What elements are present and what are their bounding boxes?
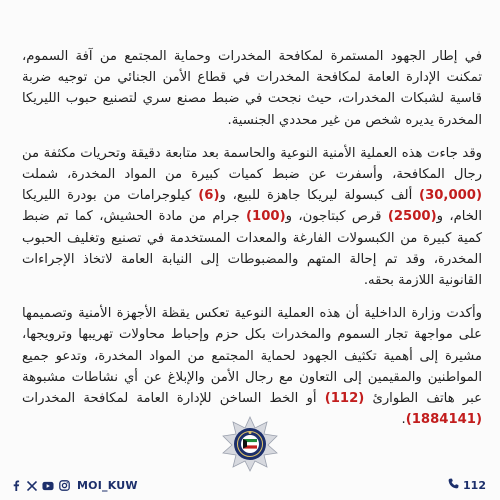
highlight-number: (30,000) (419, 188, 482, 204)
paragraph-2: وقد جاءت هذه العملية الأمنية النوعية والحاسمة بعد متابعة دقيقة وتحريات مكثفة من رجال المكافحة، وأسفرت عن ضبط كميات كبيرة من المواد المخدرة، شملت (30,000) ألف كبسولة ليريكا جاهزة للبيع، و(6) كيلوجرامات من بودرة الليريكا الخام، و(2500) قرص كبتاجون، و(100) جرام من مادة الحشيش، كما تم ضبط كمية كبيرة من الكبسولات الفارغة والمعدات المستخدمة في تصنيع وتغليف الحبوب المخدرة، وقد تم إحالة المتهم والمضبوطات إلى النيابة العامة لاتخاذ الإجراءات القانونية اللازمة بحقه. (22, 145, 482, 289)
phone-icon (448, 478, 459, 492)
x-icon[interactable] (26, 480, 38, 492)
ministry-emblem (222, 416, 278, 472)
paragraph-3: وأكدت وزارة الداخلية أن هذه العملية النوعية تعكس يقظة الأجهزة الأمنية وتصميمها على مواجهة تجار السموم والمخدرات بكل حزم وإحباط محاولات تهريبها وترويجها، مشيرة إلى أهمية تكثيف الجهود لحماية المجتمع من المواد المخدرة، وتدعو جميع المواطنين والمقيمين إلى التعاون مع رجال الأمن والإبلاغ عن أي نشاطات مشبوهة عبر هاتف الطوارئ (112) أو الخط الساخن للإدارة العامة لمكافحة المخدرات (1884141). (22, 306, 482, 428)
highlight-number: (112) (324, 391, 365, 407)
footer-bar (0, 472, 500, 500)
facebook-icon[interactable] (10, 480, 22, 492)
highlight-number: (1884141) (405, 412, 482, 428)
highlight-number: (100) (246, 209, 286, 225)
social-links (10, 479, 138, 492)
youtube-icon[interactable] (42, 480, 54, 492)
highlight-number: (6) (198, 188, 220, 204)
account-handle[interactable]: MOI_KUW (77, 479, 138, 492)
paragraph-1: في إطار الجهود المستمرة لمكافحة المخدرات وحماية المجتمع من آفة السموم، تمكنت الإدارة العامة لمكافحة المخدرات في قطاع الأمن الجنائي من توجيه ضربة قاسية لشبكات المخدرات، حيث نجحت في ضبط مصنع سري لتصنيع حبوب الليريكا المخدرة يديره شخص من غير محددي الجنسية. (22, 49, 482, 128)
hotline-number: 112 (463, 478, 486, 492)
instagram-icon[interactable] (58, 480, 70, 492)
article-body (22, 46, 482, 442)
highlight-number: (2500) (387, 209, 437, 225)
emergency-hotline[interactable] (448, 478, 486, 492)
